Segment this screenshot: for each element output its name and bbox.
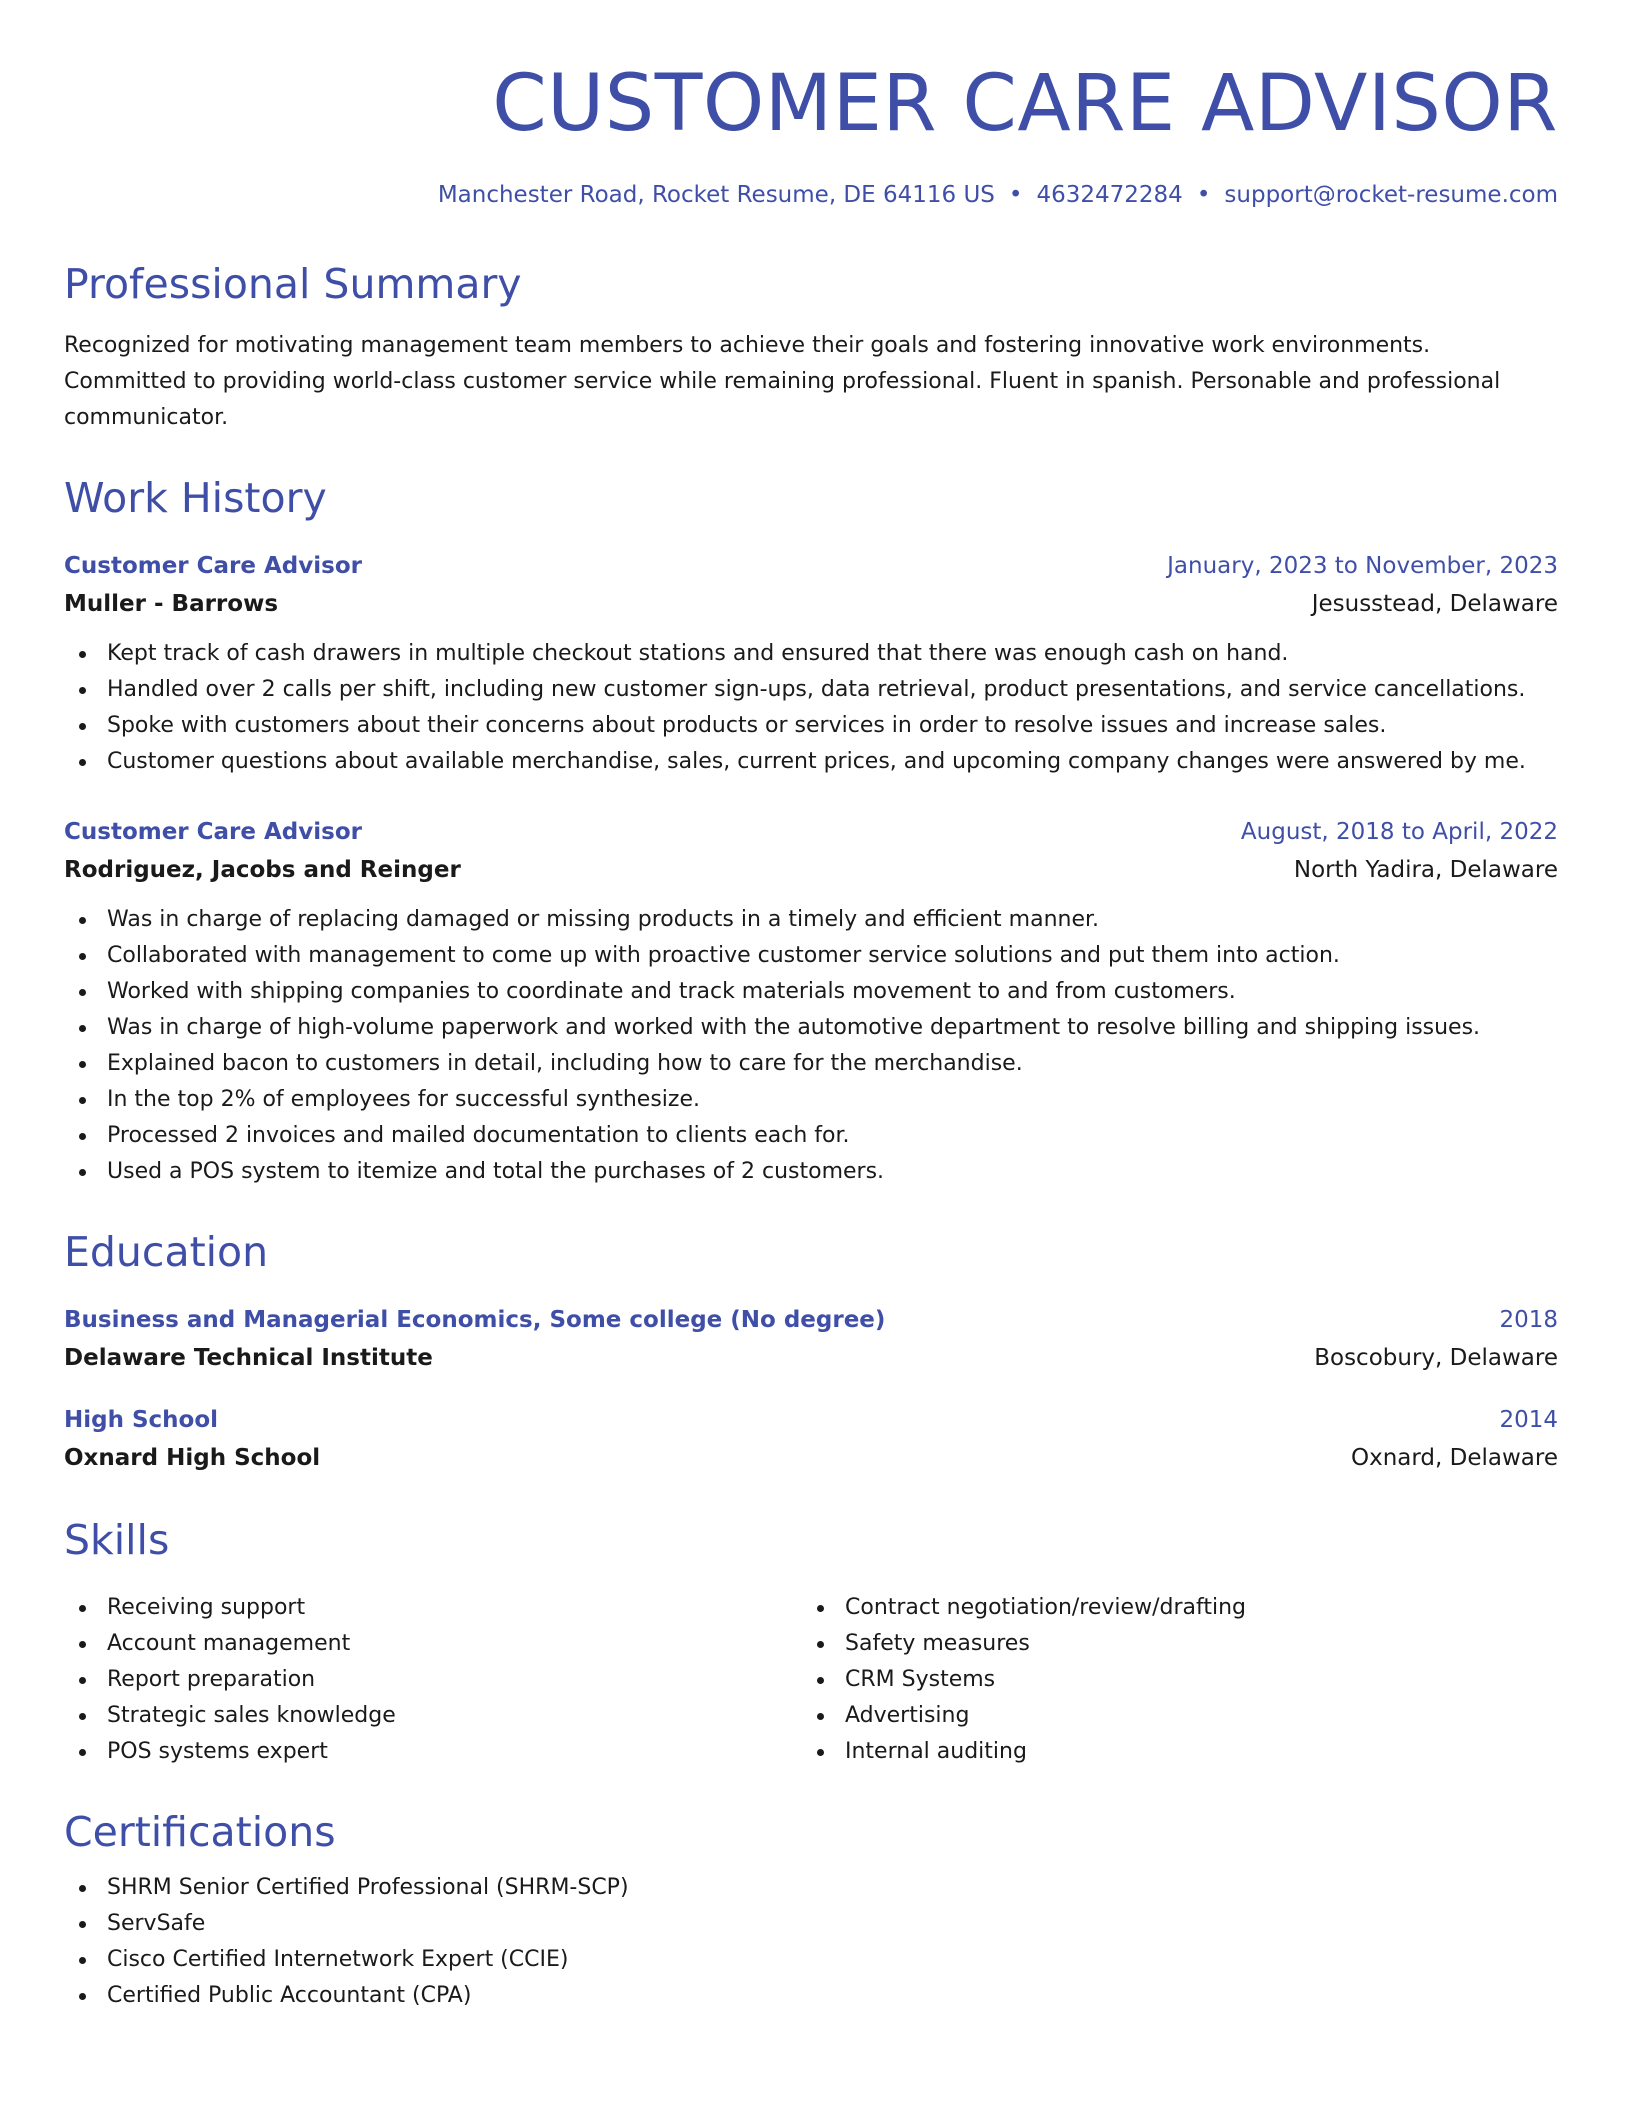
job-company-row [64, 584, 1558, 624]
certifications-list [64, 1870, 1558, 2014]
job-header-row [64, 814, 1558, 850]
duty-item: Processed 2 invoices and mailed documentation to clients each for. [64, 1118, 1558, 1154]
job-entry [64, 548, 1558, 780]
separator-dot: • [1008, 182, 1023, 208]
email-link[interactable]: support@rocket-resume.com [1224, 182, 1558, 208]
job-entry [64, 814, 1558, 1190]
skills-section [64, 1514, 1558, 1770]
skill-item: Contract negotiation/review/drafting [802, 1590, 1540, 1626]
phone-text: 4632472284 [1036, 182, 1183, 208]
skill-item: Advertising [802, 1698, 1540, 1734]
skill-item: Internal auditing [802, 1734, 1540, 1770]
duty-item: Was in charge of replacing damaged or missing products in a timely and efficient manner. [64, 902, 1558, 938]
page-title: CUSTOMER CARE ADVISOR [492, 59, 1558, 149]
separator-dot: • [1196, 182, 1211, 208]
duty-item: Handled over 2 calls per shift, including new customer sign-ups, data retrieval, product presentations, and service cancellations. [64, 672, 1558, 708]
duty-item: Worked with shipping companies to coordinate and track materials movement to and from customers. [64, 974, 1558, 1010]
contact-line [64, 178, 1558, 212]
duty-item: Collaborated with management to come up with proactive customer service solutions and put them into action. [64, 938, 1558, 974]
job-location: Jesusstead, Delaware [1311, 591, 1558, 617]
skill-item: Account management [64, 1626, 802, 1662]
address-text: Manchester Road, Rocket Resume, DE 64116 US [437, 182, 995, 208]
job-title: Customer Care Advisor [64, 819, 362, 845]
resume-header [64, 56, 1558, 212]
job-duties-list [64, 902, 1558, 1190]
duty-item: Spoke with customers about their concerns about products or services in order to resolve issues and increase sales. [64, 708, 1558, 744]
skills-heading: Skills [64, 1516, 170, 1564]
duty-item: Was in charge of high-volume paperwork and worked with the automotive department to resolve billing and shipping issues. [64, 1010, 1558, 1046]
certification-item: ServSafe [64, 1906, 1558, 1942]
skill-item: Safety measures [802, 1626, 1540, 1662]
duty-item: Used a POS system to itemize and total the purchases of 2 customers. [64, 1154, 1558, 1190]
school-location: Oxnard, Delaware [1350, 1445, 1558, 1471]
certifications-heading: Certifications [64, 1808, 336, 1856]
duty-item: Customer questions about available merchandise, sales, current prices, and upcoming company changes were answered by me. [64, 744, 1558, 780]
skills-list-right [802, 1590, 1540, 1770]
certifications-section [64, 1806, 1558, 2014]
summary-heading: Professional Summary [64, 260, 522, 308]
job-dates: August, 2018 to April, 2022 [1240, 819, 1558, 845]
education-header-row [64, 1402, 1558, 1438]
degree-title: Business and Managerial Economics, Some college (No degree) [64, 1307, 886, 1333]
summary-text: Recognized for motivating management team members to achieve their goals and fostering innovative work environments. Committed to providing world-class customer service while remaining professional. Fluent in spanish. Personable and professional communicator. [64, 333, 1501, 430]
degree-title: High School [64, 1407, 219, 1433]
education-year: 2018 [1499, 1307, 1558, 1333]
skills-columns [64, 1578, 1558, 1770]
skill-item: Receiving support [64, 1590, 802, 1626]
company-name: Muller - Barrows [64, 591, 279, 617]
job-company-row [64, 850, 1558, 890]
job-header-row [64, 548, 1558, 584]
certification-item: Cisco Certified Internetwork Expert (CCIE) [64, 1942, 1558, 1978]
certification-item: Certified Public Accountant (CPA) [64, 1978, 1558, 2014]
job-title: Customer Care Advisor [64, 553, 362, 579]
job-dates: January, 2023 to November, 2023 [1167, 553, 1558, 579]
education-entry [64, 1402, 1558, 1478]
duty-item: Kept track of cash drawers in multiple checkout stations and ensured that there was enough cash on hand. [64, 636, 1558, 672]
education-school-row [64, 1338, 1558, 1378]
work-history-heading: Work History [64, 474, 327, 522]
job-location: North Yadira, Delaware [1293, 857, 1558, 883]
education-school-row [64, 1438, 1558, 1478]
school-name: Oxnard High School [64, 1445, 321, 1471]
education-section [64, 1226, 1558, 1478]
school-name: Delaware Technical Institute [64, 1345, 433, 1371]
company-name: Rodriguez, Jacobs and Reinger [64, 857, 461, 883]
skill-item: POS systems expert [64, 1734, 802, 1770]
school-location: Boscobury, Delaware [1314, 1345, 1558, 1371]
skill-item: Report preparation [64, 1662, 802, 1698]
skills-list-left [64, 1590, 802, 1770]
skill-item: CRM Systems [802, 1662, 1540, 1698]
education-header-row [64, 1302, 1558, 1338]
resume-page [64, 56, 1558, 2014]
education-entry [64, 1302, 1558, 1378]
duty-item: In the top 2% of employees for successful synthesize. [64, 1082, 1558, 1118]
job-duties-list [64, 636, 1558, 780]
skill-item: Strategic sales knowledge [64, 1698, 802, 1734]
education-year: 2014 [1499, 1407, 1558, 1433]
summary-section [64, 258, 1558, 436]
education-heading: Education [64, 1228, 269, 1276]
work-history-section [64, 472, 1558, 1190]
duty-item: Explained bacon to customers in detail, including how to care for the merchandise. [64, 1046, 1558, 1082]
certification-item: SHRM Senior Certified Professional (SHRM-SCP) [64, 1870, 1558, 1906]
